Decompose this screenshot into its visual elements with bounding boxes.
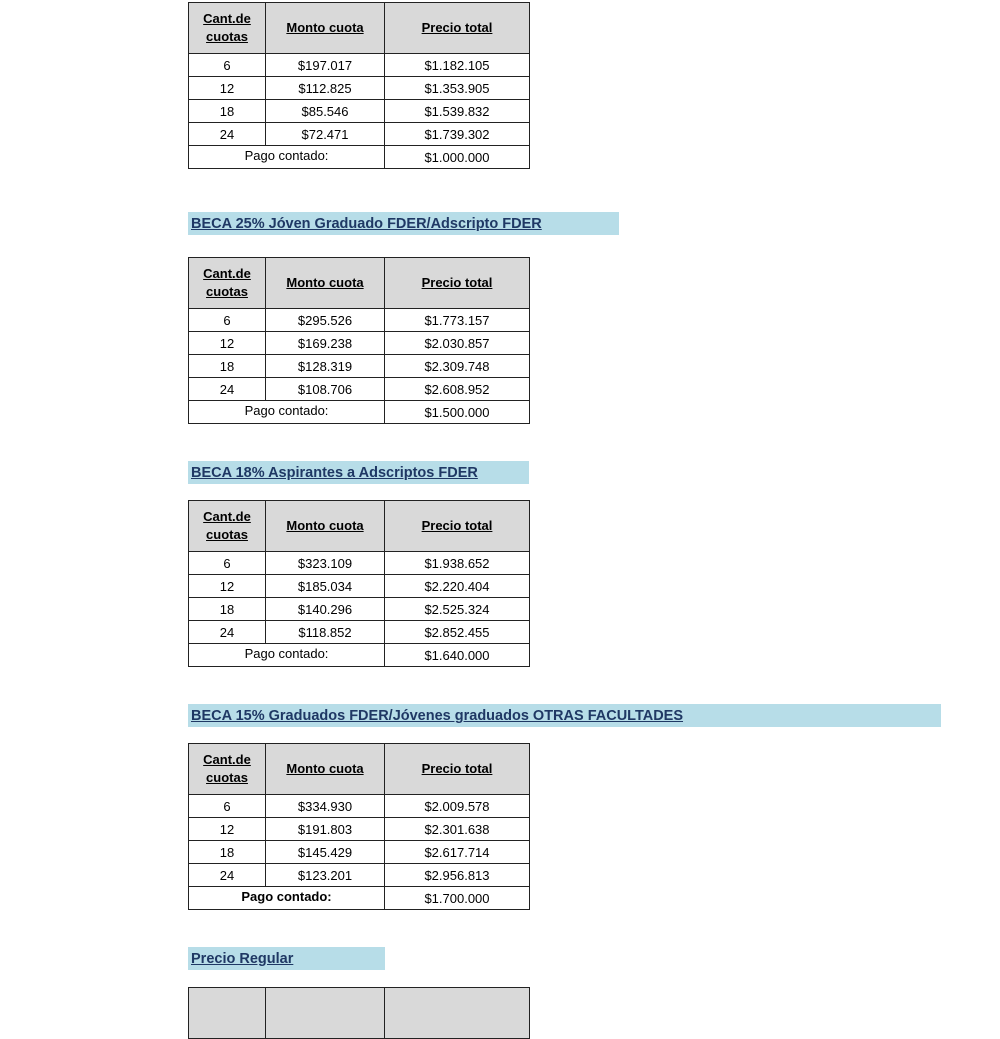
cash-payment-label: Pago contado: — [189, 146, 385, 169]
header-precio — [385, 988, 530, 1039]
table-row: 18 $85.546 $1.539.832 — [189, 100, 530, 123]
table-header-row — [189, 744, 530, 795]
header-monto — [266, 988, 385, 1039]
table-row: 12 $169.238 $2.030.857 — [189, 332, 530, 355]
cash-payment-row — [189, 644, 530, 667]
section-title-beca-15: BECA 15% Graduados FDER/Jóvenes graduados OTRAS FACULTADES — [188, 704, 941, 727]
section-title-beca-18: BECA 18% Aspirantes a Adscriptos FDER — [188, 461, 529, 484]
table-row: 12 $191.803 $2.301.638 — [189, 818, 530, 841]
pricing-table-2 — [188, 257, 530, 424]
cash-payment-row — [189, 887, 530, 910]
table-row: 6 $334.930 $2.009.578 — [189, 795, 530, 818]
cash-payment-value: $1.640.000 — [385, 644, 530, 667]
pricing-table-4 — [188, 743, 530, 910]
section-title-precio-regular: Precio Regular — [188, 947, 385, 970]
table-row: 18 $128.319 $2.309.748 — [189, 355, 530, 378]
cash-payment-row — [189, 401, 530, 424]
table-row: 12 $185.034 $2.220.404 — [189, 575, 530, 598]
header-cuotas: Cant.de cuotas — [189, 744, 266, 795]
header-monto: Monto cuota — [266, 3, 385, 54]
table-row: 24 $72.471 $1.739.302 — [189, 123, 530, 146]
table-row: 18 $140.296 $2.525.324 — [189, 598, 530, 621]
header-monto: Monto cuota — [266, 258, 385, 309]
header-precio: Precio total — [385, 258, 530, 309]
table-row: 6 $323.109 $1.938.652 — [189, 552, 530, 575]
pricing-table-1 — [188, 2, 530, 169]
cash-payment-label: Pago contado: — [189, 644, 385, 667]
table-row: 24 $118.852 $2.852.455 — [189, 621, 530, 644]
table-header-row — [189, 3, 530, 54]
header-cuotas: Cant.de cuotas — [189, 501, 266, 552]
table-row: 24 $123.201 $2.956.813 — [189, 864, 530, 887]
table-header-row — [189, 988, 530, 1039]
cash-payment-value: $1.500.000 — [385, 401, 530, 424]
header-monto: Monto cuota — [266, 501, 385, 552]
header-monto: Monto cuota — [266, 744, 385, 795]
cash-payment-row — [189, 146, 530, 169]
table-header-row — [189, 501, 530, 552]
header-precio: Precio total — [385, 3, 530, 54]
pricing-table-3 — [188, 500, 530, 667]
header-precio: Precio total — [385, 744, 530, 795]
header-cuotas: Cant.de cuotas — [189, 3, 266, 54]
cash-payment-label: Pago contado: — [189, 401, 385, 424]
table-row: 12 $112.825 $1.353.905 — [189, 77, 530, 100]
table-row: 18 $145.429 $2.617.714 — [189, 841, 530, 864]
table-header-row — [189, 258, 530, 309]
section-title-beca-25: BECA 25% Jóven Graduado FDER/Adscripto FDER — [188, 212, 619, 235]
header-cuotas — [189, 988, 266, 1039]
header-precio: Precio total — [385, 501, 530, 552]
cash-payment-label: Pago contado: — [189, 887, 385, 910]
table-row: 24 $108.706 $2.608.952 — [189, 378, 530, 401]
table-row: 6 $295.526 $1.773.157 — [189, 309, 530, 332]
table-row: 6 $197.017 $1.182.105 — [189, 54, 530, 77]
cash-payment-value: $1.000.000 — [385, 146, 530, 169]
header-cuotas: Cant.de cuotas — [189, 258, 266, 309]
pricing-table-5 — [188, 987, 530, 1039]
cash-payment-value: $1.700.000 — [385, 887, 530, 910]
